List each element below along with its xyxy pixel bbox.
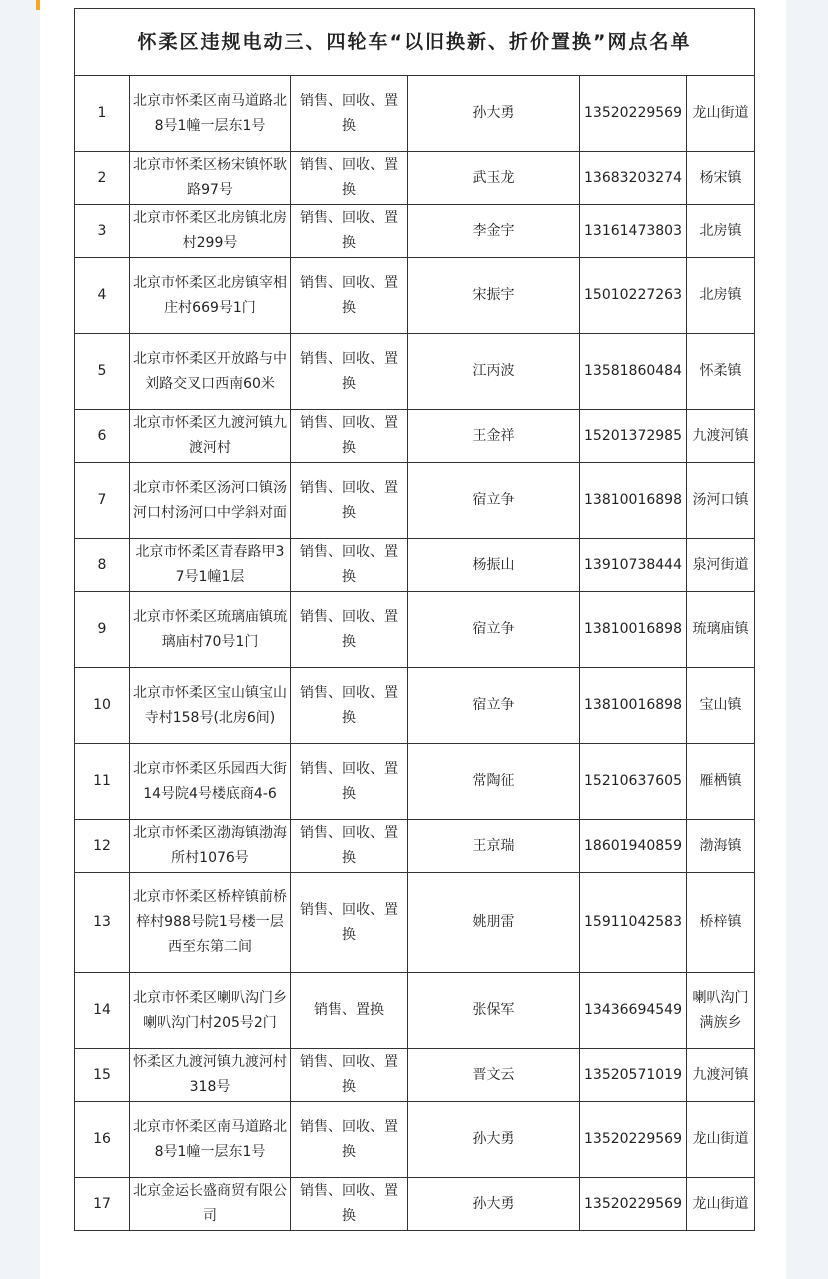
row-number: 3	[75, 205, 130, 258]
table-row	[75, 973, 755, 1049]
table-row	[75, 410, 755, 463]
row-number: 11	[75, 744, 130, 820]
row-number: 16	[75, 1102, 130, 1178]
phone-cell: 13436694549	[580, 973, 687, 1049]
table-row	[75, 1102, 755, 1178]
area-cell: 宝山镇	[687, 668, 755, 744]
service-cell: 销售、回收、置换	[291, 873, 408, 973]
contact-cell: 王金祥	[408, 410, 580, 463]
phone-cell: 13910738444	[580, 539, 687, 592]
service-cell: 销售、回收、置换	[291, 744, 408, 820]
area-cell: 雁栖镇	[687, 744, 755, 820]
address-cell: 北京市怀柔区宝山镇宝山寺村158号(北房6间)	[130, 668, 291, 744]
address-cell: 北京市怀柔区青春路甲37号1幢1层	[130, 539, 291, 592]
area-cell: 渤海镇	[687, 820, 755, 873]
table-row	[75, 334, 755, 410]
row-number: 6	[75, 410, 130, 463]
phone-cell: 15210637605	[580, 744, 687, 820]
table-row	[75, 820, 755, 873]
table-row	[75, 152, 755, 205]
row-number: 9	[75, 592, 130, 668]
area-cell: 汤河口镇	[687, 463, 755, 539]
title-row	[75, 9, 755, 76]
service-cell: 销售、回收、置换	[291, 152, 408, 205]
address-cell: 北京市怀柔区九渡河镇九渡河村	[130, 410, 291, 463]
row-number: 12	[75, 820, 130, 873]
service-cell: 销售、回收、置换	[291, 668, 408, 744]
contact-cell: 李金宇	[408, 205, 580, 258]
table-row	[75, 592, 755, 668]
phone-cell: 13810016898	[580, 463, 687, 539]
area-cell: 琉璃庙镇	[687, 592, 755, 668]
row-number: 8	[75, 539, 130, 592]
phone-cell: 13581860484	[580, 334, 687, 410]
address-cell: 北京市怀柔区北房镇宰相庄村669号1门	[130, 258, 291, 334]
row-number: 10	[75, 668, 130, 744]
contact-cell: 张保军	[408, 973, 580, 1049]
address-cell: 北京市怀柔区桥梓镇前桥梓村988号院1号楼一层西至东第二间	[130, 873, 291, 973]
row-number: 5	[75, 334, 130, 410]
table-row	[75, 205, 755, 258]
row-number: 17	[75, 1178, 130, 1231]
address-cell: 北京市怀柔区南马道路北8号1幢一层东1号	[130, 76, 291, 152]
row-number: 2	[75, 152, 130, 205]
phone-cell: 15201372985	[580, 410, 687, 463]
service-cell: 销售、回收、置换	[291, 1178, 408, 1231]
contact-cell: 杨振山	[408, 539, 580, 592]
area-cell: 龙山街道	[687, 76, 755, 152]
phone-cell: 15911042583	[580, 873, 687, 973]
service-cell: 销售、回收、置换	[291, 820, 408, 873]
address-cell: 北京市怀柔区杨宋镇怀耿路97号	[130, 152, 291, 205]
phone-cell: 13683203274	[580, 152, 687, 205]
area-cell: 怀柔镇	[687, 334, 755, 410]
service-cell: 销售、回收、置换	[291, 592, 408, 668]
address-cell: 北京市怀柔区北房镇北房村299号	[130, 205, 291, 258]
service-cell: 销售、回收、置换	[291, 76, 408, 152]
service-cell: 销售、置换	[291, 973, 408, 1049]
phone-cell: 15010227263	[580, 258, 687, 334]
contact-cell: 宋振宇	[408, 258, 580, 334]
phone-cell: 13520229569	[580, 76, 687, 152]
address-cell: 北京市怀柔区喇叭沟门乡喇叭沟门村205号2门	[130, 973, 291, 1049]
row-number: 15	[75, 1049, 130, 1102]
contact-cell: 宿立争	[408, 592, 580, 668]
table-row	[75, 1049, 755, 1102]
contact-cell: 江丙波	[408, 334, 580, 410]
area-cell: 龙山街道	[687, 1178, 755, 1231]
table-row	[75, 539, 755, 592]
address-cell: 北京金运长盛商贸有限公司	[130, 1178, 291, 1231]
contact-cell: 晋文云	[408, 1049, 580, 1102]
service-cell: 销售、回收、置换	[291, 1049, 408, 1102]
phone-cell: 13520229569	[580, 1178, 687, 1231]
service-cell: 销售、回收、置换	[291, 258, 408, 334]
area-cell: 喇叭沟门满族乡	[687, 973, 755, 1049]
area-cell: 桥梓镇	[687, 873, 755, 973]
document-title: 怀柔区违规电动三、四轮车“以旧换新、折价置换”网点名单	[75, 9, 755, 76]
address-cell: 怀柔区九渡河镇九渡河村318号	[130, 1049, 291, 1102]
address-cell: 北京市怀柔区汤河口镇汤河口村汤河口中学斜对面	[130, 463, 291, 539]
row-number: 14	[75, 973, 130, 1049]
address-cell: 北京市怀柔区琉璃庙镇琉璃庙村70号1门	[130, 592, 291, 668]
phone-cell: 13810016898	[580, 668, 687, 744]
table-row	[75, 873, 755, 973]
contact-cell: 宿立争	[408, 668, 580, 744]
contact-cell: 孙大勇	[408, 1102, 580, 1178]
row-number: 1	[75, 76, 130, 152]
table-row	[75, 258, 755, 334]
service-cell: 销售、回收、置换	[291, 334, 408, 410]
contact-cell: 孙大勇	[408, 76, 580, 152]
contact-cell: 宿立争	[408, 463, 580, 539]
phone-cell: 18601940859	[580, 820, 687, 873]
address-cell: 北京市怀柔区南马道路北8号1幢一层东1号	[130, 1102, 291, 1178]
service-cell: 销售、回收、置换	[291, 1102, 408, 1178]
area-cell: 北房镇	[687, 258, 755, 334]
area-cell: 九渡河镇	[687, 1049, 755, 1102]
service-cell: 销售、回收、置换	[291, 205, 408, 258]
area-cell: 九渡河镇	[687, 410, 755, 463]
phone-cell: 13520571019	[580, 1049, 687, 1102]
service-cell: 销售、回收、置换	[291, 463, 408, 539]
contact-cell: 姚朋雷	[408, 873, 580, 973]
area-cell: 杨宋镇	[687, 152, 755, 205]
contact-cell: 孙大勇	[408, 1178, 580, 1231]
table-row	[75, 1178, 755, 1231]
contact-cell: 武玉龙	[408, 152, 580, 205]
outlet-table	[74, 8, 755, 1231]
contact-cell: 常陶征	[408, 744, 580, 820]
table-row	[75, 76, 755, 152]
contact-cell: 王京瑞	[408, 820, 580, 873]
area-cell: 北房镇	[687, 205, 755, 258]
table-row	[75, 668, 755, 744]
phone-cell: 13520229569	[580, 1102, 687, 1178]
phone-cell: 13161473803	[580, 205, 687, 258]
area-cell: 龙山街道	[687, 1102, 755, 1178]
table-row	[75, 744, 755, 820]
service-cell: 销售、回收、置换	[291, 410, 408, 463]
service-cell: 销售、回收、置换	[291, 539, 408, 592]
area-cell: 泉河街道	[687, 539, 755, 592]
table-row	[75, 463, 755, 539]
phone-cell: 13810016898	[580, 592, 687, 668]
row-number: 13	[75, 873, 130, 973]
row-number: 7	[75, 463, 130, 539]
address-cell: 北京市怀柔区开放路与中刘路交叉口西南60米	[130, 334, 291, 410]
address-cell: 北京市怀柔区乐园西大街14号院4号楼底商4-6	[130, 744, 291, 820]
address-cell: 北京市怀柔区渤海镇渤海所村1076号	[130, 820, 291, 873]
row-number: 4	[75, 258, 130, 334]
